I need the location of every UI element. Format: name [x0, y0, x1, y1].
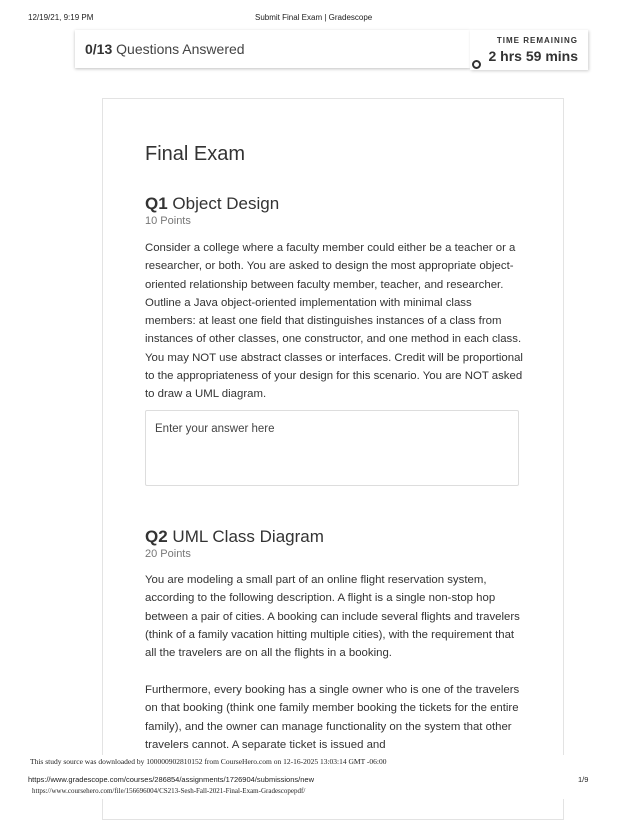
- questions-answered: [85, 41, 245, 57]
- answered-count: 0/13: [85, 41, 113, 57]
- answer-textarea[interactable]: [145, 410, 519, 486]
- download-watermark: This study source was downloaded by 100000902810152 from CourseHero.com on 12-16-2025 13:03:14 GMT -06:00: [30, 757, 387, 766]
- timer-label: TIME REMAINING: [496, 36, 578, 45]
- timer-toggle-icon[interactable]: [472, 60, 481, 69]
- question-body: Furthermore, every booking has a single owner who is one of the travelers on that booking (think one family member booking the tickets for the entire family), and the owner can manage functionality on the system that other travelers cannot. A separate ticket is issued and: [145, 684, 520, 751]
- source-url: https://www.coursehero.com/file/156696004/CS213-Sesh-Fall-2021-Final-Exam-Gradescopepdf/: [32, 787, 306, 795]
- question-number: Q1: [145, 194, 168, 213]
- exam-title: Final Exam: [145, 143, 246, 165]
- question-number: Q2: [145, 527, 168, 546]
- time-remaining: [470, 30, 588, 70]
- question-title: Object Design: [172, 194, 280, 213]
- question-heading: [145, 194, 279, 214]
- timer-value: 2 hrs 59 mins: [488, 48, 578, 64]
- question-body: You are modeling a small part of an online flight reservation system, according to the following description. A flight is a single non-stop hop between a pair of cities. A booking can include several flights and travelers (think of a family vacation hitting multiple cities), with the requirement that all the travelers are on all the flights in a booking.: [145, 574, 520, 660]
- question-points: 10 Points: [145, 215, 191, 227]
- page-number: 1/9: [578, 775, 589, 784]
- question-body: Consider a college where a faculty member could either be a teacher or a researcher, or both. You are asked to design the most appropriate object-oriented relationship between faculty member, teacher, and researcher. Outline a Java object-oriented implementation with minimal class members: at least one field that distinguishes instances of a class from instances of other classes, one constructor, and one method in each class. You may NOT use abstract classes or interfaces. Credit will be proportional to the appropriateness of your design for this scenario. You are NOT asked to draw a UML diagram.: [145, 242, 523, 401]
- answer-placeholder: Enter your answer here: [155, 423, 275, 435]
- answered-label: Questions Answered: [116, 41, 245, 57]
- question-title: UML Class Diagram: [172, 527, 324, 546]
- question-points: 20 Points: [145, 548, 191, 560]
- page-url: https://www.gradescope.com/courses/286854/assignments/1726904/submissions/new: [28, 775, 314, 784]
- print-date: 12/19/21, 9:19 PM: [28, 13, 94, 22]
- question-heading: [145, 527, 324, 547]
- progress-bar: [75, 30, 470, 68]
- print-page-title: Submit Final Exam | Gradescope: [255, 13, 373, 22]
